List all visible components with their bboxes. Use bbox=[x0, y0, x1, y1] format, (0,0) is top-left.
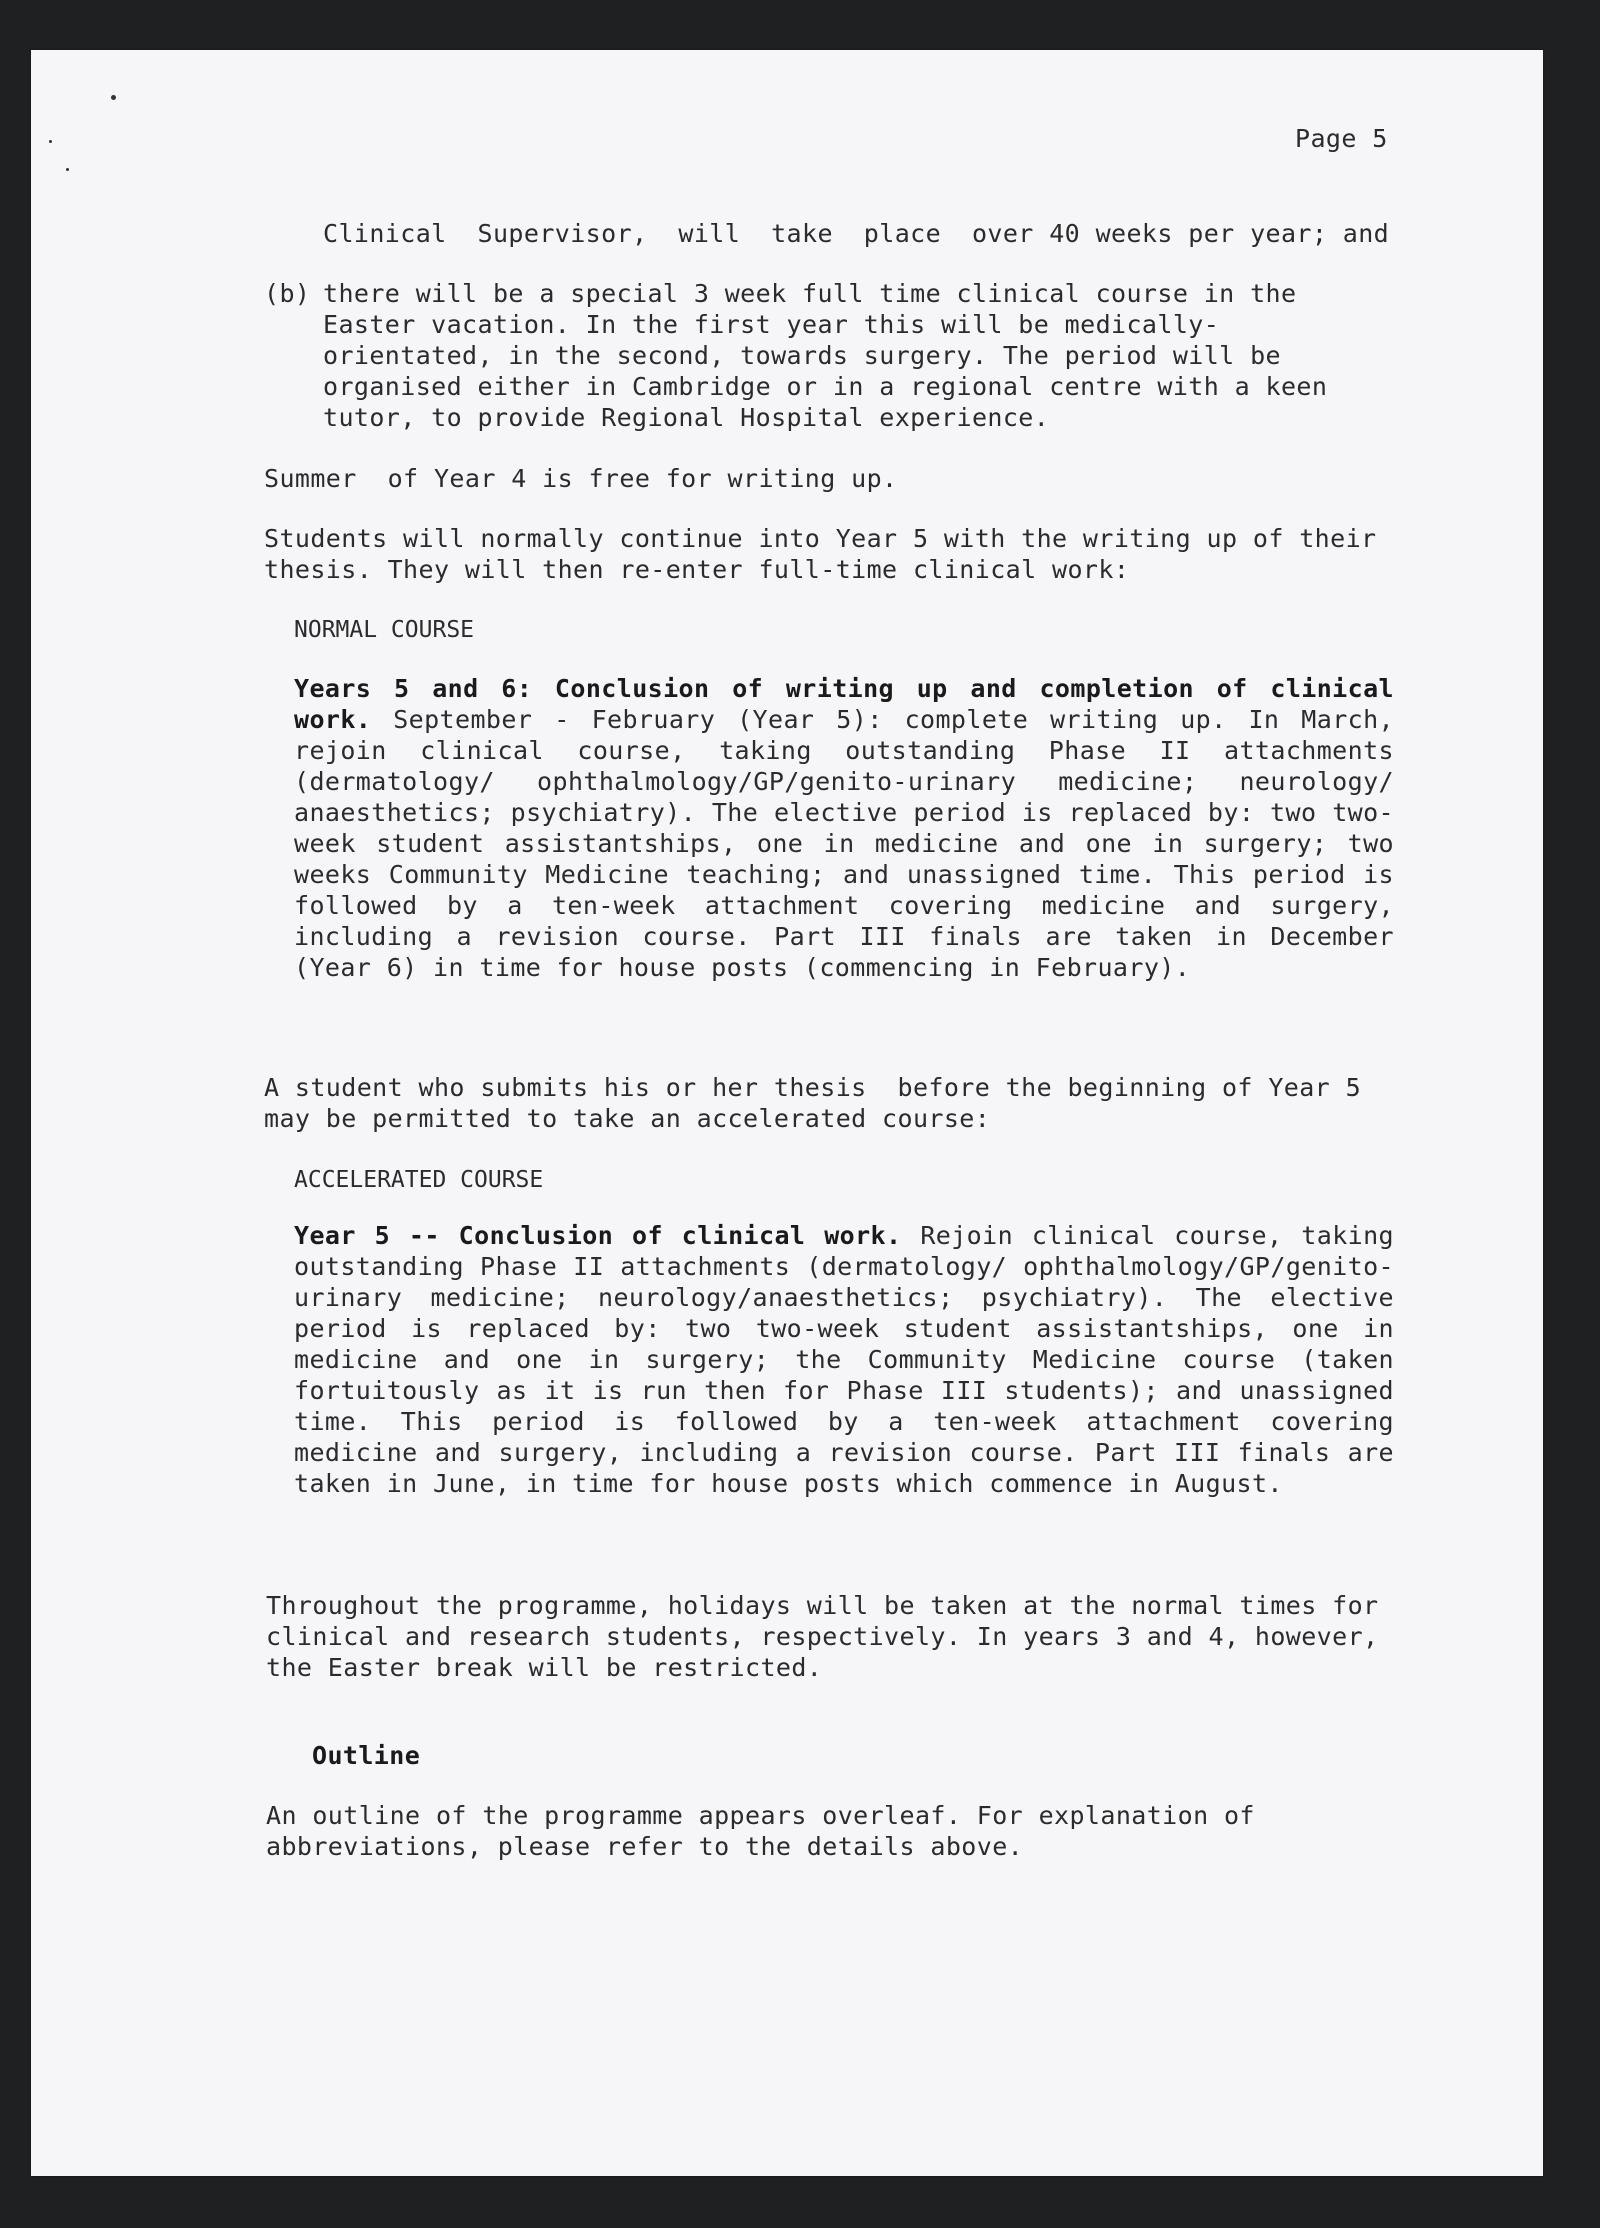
summer-paragraph: Summer of Year 4 is free for writing up. bbox=[264, 464, 898, 493]
item-b-line-4: organised either in Cambridge or in a regional centre with a keen bbox=[323, 372, 1328, 401]
normal-course-text: September - February (Year 5): complete writing up. In March, rejoin clinical course, taking outstanding Phase II attachments (dermatology/ ophthalmology/GP/genito-urinary medicine; neurology/ anaesthetics; psychiatry). The elective period is replaced by: two two-week student assistantships, one in medicine and one in surgery; two weeks Community Medicine teaching; and unassigned time. This period is followed by a ten-week attachment covering medicine and surgery, including a revision course. Part III finals are taken in December (Year 6) in time for house posts (commencing in February). bbox=[294, 705, 1395, 982]
students-line-2: thesis. They will then re-enter full-time clinical work: bbox=[264, 555, 1130, 584]
throughout-line-3: the Easter break will be restricted. bbox=[266, 1653, 823, 1682]
paper-speck bbox=[49, 140, 52, 143]
throughout-line-1: Throughout the programme, holidays will be taken at the normal times for bbox=[266, 1591, 1379, 1620]
paper-speck bbox=[111, 95, 116, 100]
outline-heading: Outline bbox=[312, 1741, 421, 1770]
students-line-1: Students will normally continue into Year 5 with the writing up of their bbox=[264, 524, 1377, 553]
item-b-line-1: there will be a special 3 week full time clinical course in the bbox=[323, 279, 1297, 308]
normal-course-paragraph bbox=[294, 673, 1394, 983]
accelerated-course-lead: Year 5 -- Conclusion of clinical work. bbox=[294, 1221, 902, 1250]
outline-line-2: abbreviations, please refer to the details above. bbox=[266, 1832, 1024, 1861]
paper-speck bbox=[66, 168, 69, 171]
normal-course-lead: Years 5 and 6: Conclusion of writing up and completion of clinical work. bbox=[294, 674, 1394, 734]
item-b-line-5: tutor, to provide Regional Hospital experience. bbox=[323, 403, 1050, 432]
accelerated-course-text: Rejoin clinical course, taking outstanding Phase II attachments (dermatology/ ophthalmology/GP/genito-urinary medicine; neurology/anaesthetics; psychiatry). The elective period is replaced by: two two-week student assistantships, one in medicine and one in surgery; the Community Medicine course (taken fortuitously as it is run then for Phase III students); and unassigned time. This period is followed by a ten-week attachment covering medicine and surgery, including a revision course. Part III finals are taken in June, in time for house posts which commence in August. bbox=[294, 1221, 1395, 1498]
paragraph-continued: Clinical Supervisor, will take place over 40 weeks per year; and bbox=[323, 219, 1390, 248]
throughout-line-2: clinical and research students, respectively. In years 3 and 4, however, bbox=[266, 1622, 1379, 1651]
accelerated-course-paragraph bbox=[294, 1220, 1394, 1499]
item-b-line-2: Easter vacation. In the first year this will be medically- bbox=[323, 310, 1220, 339]
list-marker-b: (b) bbox=[264, 279, 311, 308]
submits-line-2: may be permitted to take an accelerated course: bbox=[264, 1104, 991, 1133]
submits-line-1: A student who submits his or her thesis before the beginning of Year 5 bbox=[264, 1073, 1362, 1102]
accelerated-course-heading: ACCELERATED COURSE bbox=[294, 1167, 544, 1193]
document-page bbox=[31, 50, 1543, 2176]
page-number: Page 5 bbox=[1295, 124, 1388, 153]
outline-line-1: An outline of the programme appears overleaf. For explanation of bbox=[266, 1801, 1255, 1830]
normal-course-heading: NORMAL COURSE bbox=[294, 617, 475, 643]
item-b-line-3: orientated, in the second, towards surgery. The period will be bbox=[323, 341, 1281, 370]
